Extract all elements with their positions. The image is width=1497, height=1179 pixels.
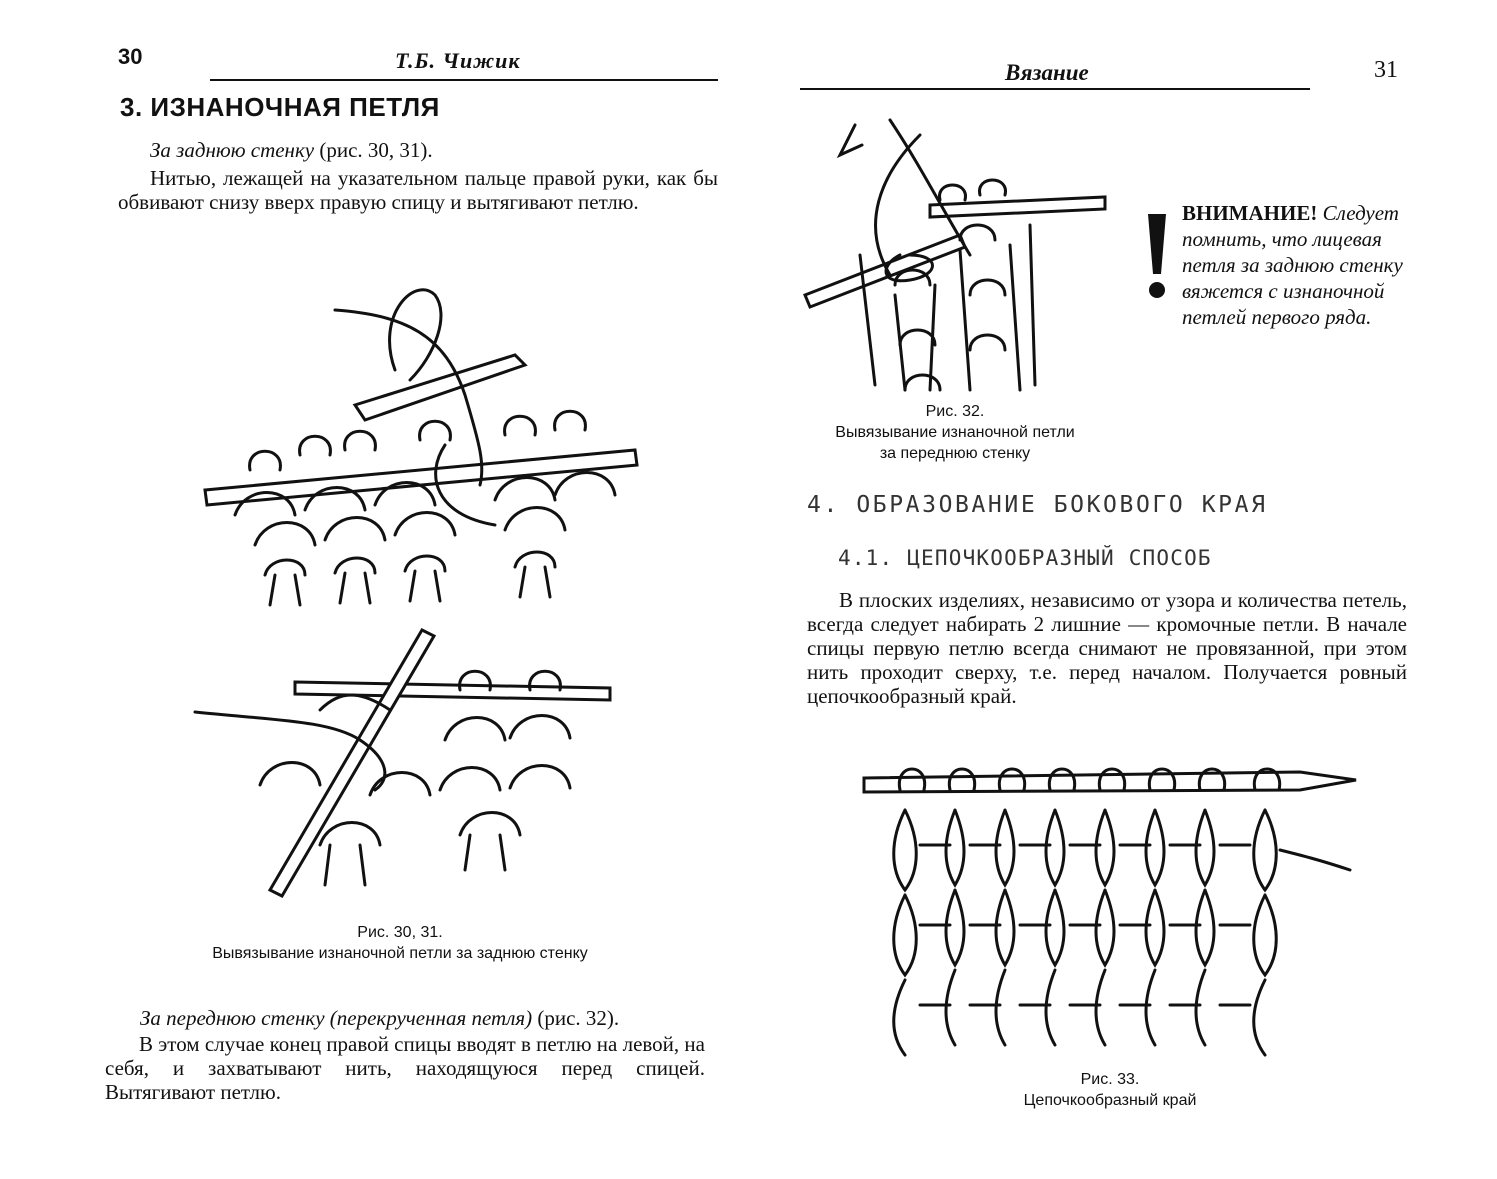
figure-32-illustration [800,115,1110,395]
loops-row-2-fig30 [255,508,565,606]
knit-fabric-fig33 [894,810,1350,1055]
figure-33-illustration [860,760,1360,1065]
figure-32-number: Рис. 32. [925,403,985,420]
figure-30-31-text: Вывязывание изнаночной петли за заднюю стенку [212,945,588,962]
figure-33-number: Рис. 33. [1080,1071,1140,1088]
needle-tip-fig30 [355,355,525,420]
subsection-front-wall-italic: За переднюю стенку (перекрученная петля) [140,1006,533,1030]
paragraph-4-1: В плоских изделиях, независимо от узора и количества петель, всегда следует набирать 2 лишние — кромочные петли. В начале спицы первую петлю всегда снимают не провязанной, при этом нить проходит сверху, т.е. перед началом. Получается ровный цепочкообразный край. [807,588,1407,708]
subsection-back-wall-italic: За заднюю стенку [150,138,315,162]
exclamation-icon [1144,210,1170,300]
attention-note [1182,200,1410,330]
figure-30-31-caption [160,922,640,964]
subsection-front-wall-ref: (рис. 32). [532,1006,620,1030]
figure-30-illustration [195,275,645,615]
attention-body: Следует помнить, что лицевая петля за заднюю стенку вяжется с изнаночной петлей первого ряда. [1182,201,1403,329]
running-head-title: Вязание [1005,60,1089,85]
figure-32-caption [805,401,1105,464]
paragraph-front-wall: В этом случае конец правой спицы вводят в петлю на левой, на себя, и захватывают нить, находящуюся перед спицей. Вытягивают петлю. [105,1032,705,1104]
needle-fig32-upper [930,197,1105,217]
figure-32-line2: за переднюю стенку [879,445,1031,462]
running-head-author: Т.Б. Чижик [395,48,521,73]
page-number-left: 30 [118,44,143,69]
header-rule-right [800,88,1310,90]
section-3-title: 3. ИЗНАНОЧНАЯ ПЕТЛЯ [120,92,440,122]
figure-33-text: Цепочкообразный край [1023,1092,1197,1109]
section-4-title: 4. ОБРАЗОВАНИЕ БОКОВОГО КРАЯ [807,492,1268,518]
figure-32-line1: Вывязывание изнаночной петли [835,424,1075,441]
subsection-back-wall-ref: (рис. 30, 31). [314,138,433,162]
needle-fig33 [864,772,1356,792]
figure-30-31-number: Рис. 30, 31. [357,924,443,941]
page-number-right: 31 [1374,57,1398,83]
subsection-back-wall [150,138,720,162]
figure-31-illustration [190,620,620,905]
needle-fig30 [205,450,637,505]
subsection-front-wall [140,1006,710,1030]
section-4-1-title: 4.1. ЦЕПОЧКООБРАЗНЫЙ СПОСОБ [838,546,1212,570]
figure-33-caption [960,1069,1260,1111]
header-rule-left [210,79,718,81]
attention-heading: ВНИМАНИЕ! [1182,201,1318,225]
paragraph-back-wall: Нитью, лежащей на указательном пальце правой руки, как бы обвивают снизу вверх правую спицу и вытягивают петлю. [118,166,718,214]
